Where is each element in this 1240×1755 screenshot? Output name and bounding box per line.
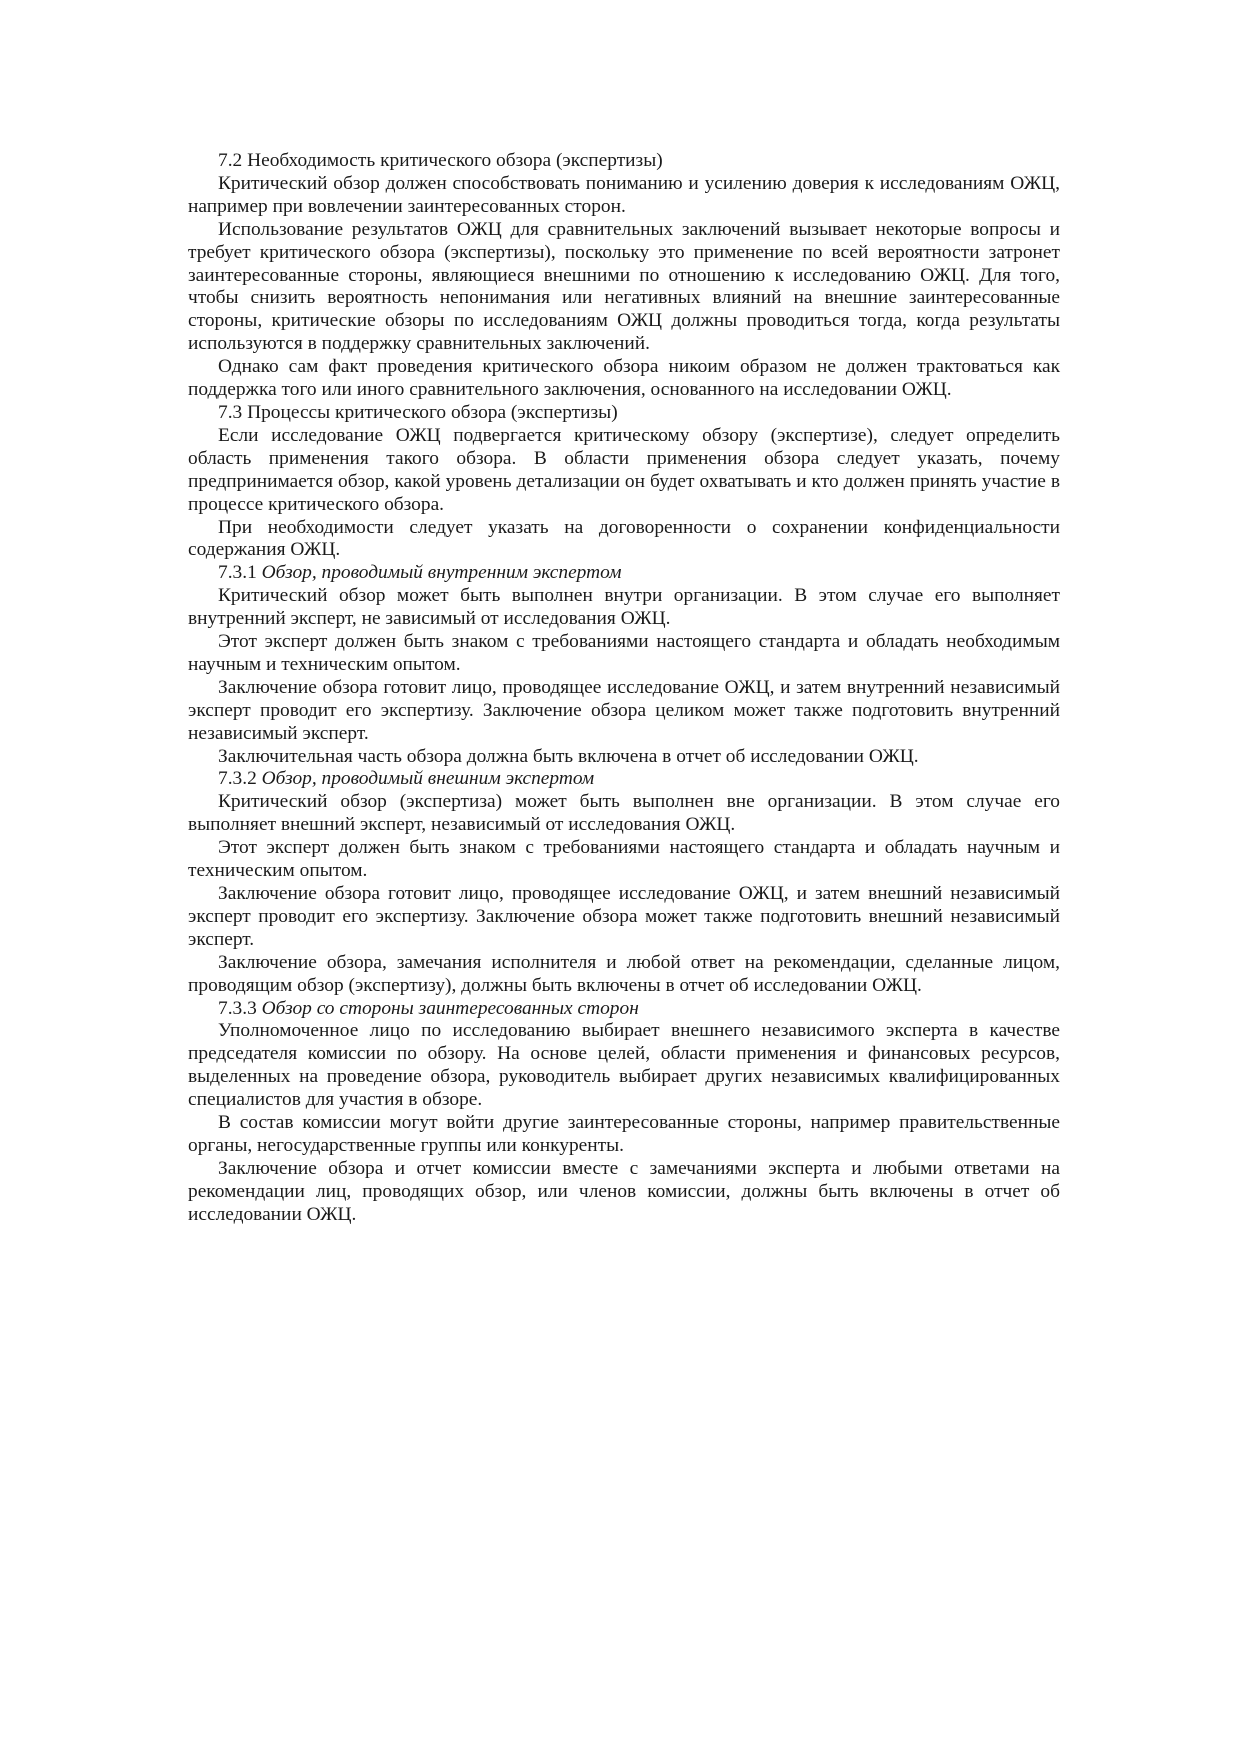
paragraph: Критический обзор (экспертиза) может быть выполнен вне организации. В этом случае его выполняет внешний эксперт, независимый от исследования ОЖЦ.: [188, 791, 1060, 836]
subsection-title: Обзор со стороны заинтересованных сторон: [261, 997, 639, 1019]
paragraph: Однако сам факт проведения критического обзора никоим образом не должен трактоваться как поддержка того или иного сравнительного заключения, основанного на исследовании ОЖЦ.: [188, 356, 1060, 401]
paragraph: Критический обзор должен способствовать пониманию и усилению доверия к исследованиям ОЖЦ, например при вовлечении заинтересованных сторон.: [188, 172, 1060, 217]
paragraph: Если исследование ОЖЦ подвергается критическому обзору (экспертизе), следует определить область применения такого обзора. В области применения обзора следует указать, почему предпринимается обзор, какой уровень детализации он будет охватывать и кто должен принять участие в процессе критического обзора.: [188, 424, 1060, 515]
section-heading-7-3: [188, 402, 1060, 425]
paragraph: Критический обзор может быть выполнен внутри организации. В этом случае его выполняет внутренний эксперт, не зависимый от исследования ОЖЦ.: [188, 585, 1060, 630]
paragraph: Заключение обзора готовит лицо, проводящее исследование ОЖЦ, и затем внешний независимый эксперт проводит его экспертизу. Заключение обзора может также подготовить внешний независимый эксперт.: [188, 883, 1060, 950]
subsection-number: 7.3.3: [218, 997, 257, 1019]
paragraph: Использование результатов ОЖЦ для сравнительных заключений вызывает некоторые вопросы и требует критического обзора (экспертизы), поскольку это применение по всей вероятности затронет заинтересованные стороны, являющиеся внешними по отношению к исследованию ОЖЦ. Для того, чтобы снизить вероятность непонимания или негативных влияний на внешние заинтересованные стороны, критические обзоры по исследованиям ОЖЦ должны проводиться тогда, когда результаты используются в поддержку сравнительных заключений.: [188, 218, 1060, 355]
paragraph: В состав комиссии могут войти другие заинтересованные стороны, например правительственные органы, негосударственные группы или конкуренты.: [188, 1112, 1060, 1156]
subsection-title: Обзор, проводимый внутренним экспертом: [261, 562, 622, 584]
subsection-heading-7-3-2: [188, 768, 1060, 791]
subsection-number: 7.3.1: [218, 562, 257, 584]
subsection-number: 7.3.2: [218, 768, 257, 790]
paragraph: Заключение обзора готовит лицо, проводящее исследование ОЖЦ, и затем внутренний независимый эксперт проводит его экспертизу. Заключение обзора целиком может также подготовить внутренний независимый эксперт.: [188, 676, 1060, 744]
paragraph: Уполномоченное лицо по исследованию выбирает внешнего независимого эксперта в качестве председателя комиссии по обзору. На основе целей, области применения и финансовых ресурсов, выделенных на проведение обзора, руководитель выбирает других независимых квалифицированных специалистов для участия в обзоре.: [188, 1020, 1060, 1111]
document-body: [188, 150, 1060, 1227]
subsection-heading-7-3-3: [188, 998, 1060, 1021]
subsection-title: Обзор, проводимый внешним экспертом: [261, 768, 595, 790]
paragraph: Заключение обзора и отчет комиссии вместе с замечаниями эксперта и любыми ответами на рекомендации лиц, проводящих обзор, или членов комиссии, должны быть включены в отчет об исследовании ОЖЦ.: [188, 1157, 1060, 1225]
paragraph: При необходимости следует указать на договоренности о сохранении конфиденциальности содержания ОЖЦ.: [188, 516, 1060, 561]
paragraph: Этот эксперт должен быть знаком с требованиями настоящего стандарта и обладать научным и техническим опытом.: [188, 837, 1060, 882]
section-title: 7.3 Процессы критического обзора (экспертизы): [218, 401, 618, 423]
paragraph: Заключительная часть обзора должна быть включена в отчет об исследовании ОЖЦ.: [218, 745, 919, 767]
section-heading-7-2: [188, 150, 1060, 173]
subsection-heading-7-3-1: [188, 562, 1060, 585]
section-title: 7.2 Необходимость критического обзора (экспертизы): [218, 150, 663, 171]
paragraph: Заключение обзора, замечания исполнителя и любой ответ на рекомендации, сделанные лицом, проводящим обзор (экспертизу), должны быть включены в отчет об исследовании ОЖЦ.: [188, 951, 1060, 996]
paragraph: Этот эксперт должен быть знаком с требованиями настоящего стандарта и обладать необходимым научным и техническим опытом.: [188, 631, 1060, 675]
